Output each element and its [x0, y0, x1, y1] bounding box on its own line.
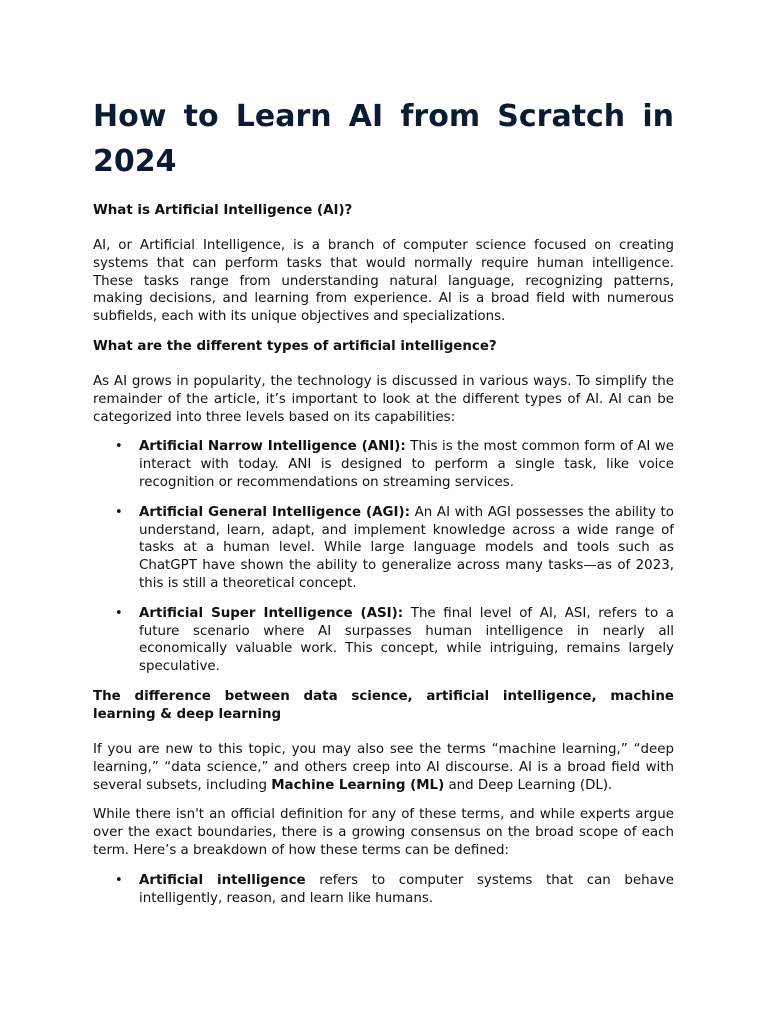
term-asi: Artificial Super Intelligence (ASI):	[139, 605, 404, 621]
term-agi: Artificial General Intelligence (AGI):	[139, 504, 410, 520]
list-item-agi	[115, 504, 675, 593]
list-item-asi	[115, 605, 674, 676]
term-artificial-intelligence: Artificial intelligence	[139, 872, 306, 888]
term-machine-learning: Machine Learning (ML)	[271, 777, 445, 793]
section-heading-differences: The difference between data science, artificial intelligence, machine learning & deep learning	[93, 688, 674, 722]
list-item-artificial-intelligence	[115, 872, 674, 908]
page-title: How to Learn AI from Scratch in 2024	[93, 99, 674, 179]
bullet-icon: •	[115, 439, 123, 455]
section-heading-types-of-ai: What are the different types of artificial intelligence?	[93, 338, 497, 354]
desc-agi: An AI with AGI possesses the ability to understand, learn, adapt, and implement knowledge across a wide range of tasks at a human level. While large language models and tools such as ChatGPT have shown the ability to generalize across many tasks—as of 2023, this is still a theoretical concept.	[139, 504, 675, 591]
desc-artificial-intelligence: refers to computer systems that can behave intelligently, reason, and learn like humans.	[139, 872, 674, 906]
desc-asi: The final level of AI, ASI, refers to a future scenario where AI surpasses human intelligence in nearly all economically valuable work. This concept, while intriguing, remains largely speculative.	[139, 605, 674, 675]
paragraph-terms-intro	[93, 741, 674, 794]
desc-ani: This is the most common form of AI we interact with today. ANI is designed to perform a single task, like voice recognition or recommendations on streaming services.	[139, 439, 674, 490]
bullet-icon: •	[115, 504, 123, 520]
bullet-icon: •	[115, 605, 123, 621]
term-ani: Artificial Narrow Intelligence (ANI):	[139, 439, 406, 455]
paragraph-ai-definition: AI, or Artificial Intelligence, is a branch of computer science focused on creating systems that can perform tasks that would normally require human intelligence. These tasks range from understanding natural language, recognizing patterns, making decisions, and learning from experience. AI is a broad field with numerous subfields, each with its unique objectives and specializations.	[93, 238, 674, 325]
paragraph-terms-intro-part1: If you are new to this topic, you may also see the terms “machine learning,” “deep learning,” “data science,” and others creep into AI discourse. AI is a broad field with several subsets, including	[93, 741, 674, 793]
list-item-ani	[115, 438, 674, 491]
paragraph-definitions-intro: While there isn't an official definition for any of these terms, and while experts argue over the exact boundaries, there is a growing consensus on the broad scope of each term. Here’s a breakdown of how these terms can be defined:	[93, 807, 674, 858]
paragraph-types-intro: As AI grows in popularity, the technology is discussed in various ways. To simplify the remainder of the article, it’s important to look at the different types of AI. AI can be categorized into three levels based on its capabilities:	[93, 373, 674, 425]
list-types-of-ai	[93, 438, 674, 676]
bullet-icon: •	[115, 872, 123, 888]
section-heading-what-is-ai: What is Artificial Intelligence (AI)?	[93, 203, 353, 218]
list-term-definitions	[93, 872, 674, 908]
paragraph-terms-intro-part2: and Deep Learning (DL).	[444, 777, 613, 793]
document-page	[93, 94, 674, 919]
